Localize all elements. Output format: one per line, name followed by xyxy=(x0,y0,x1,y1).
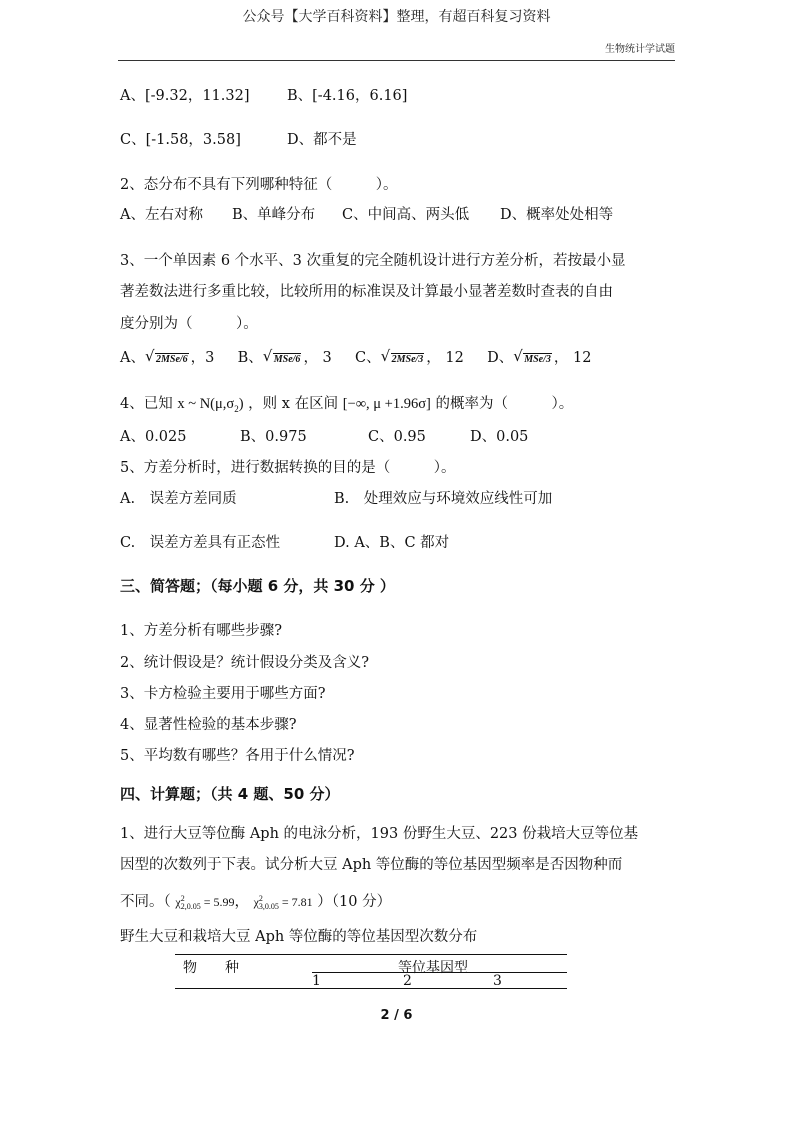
q3-option-b-df: ， 3 xyxy=(303,350,332,366)
table-header-bottom-rule xyxy=(175,988,567,989)
table-group-rule xyxy=(312,972,567,973)
q2-stem: 2、态分布不具有下列哪种特征（ ）。 xyxy=(120,177,398,193)
q4-option-b: B、0.975 xyxy=(240,429,307,445)
q2-option-d: D、概率处处相等 xyxy=(500,207,614,223)
q5-option-b: B. 处理效应与环境效应线性可加 xyxy=(334,491,553,507)
table-caption: 野生大豆和栽培大豆 Aph 等位酶的等位基因型次数分布 xyxy=(120,929,478,945)
q3-option-c-df: ， 12 xyxy=(426,350,464,366)
q3-stem-line2: 著差数法进行多重比较，比较所用的标准误及计算最小显著差数时查表的自由 xyxy=(120,284,613,300)
section3-item: 3、卡方检验主要用于哪些方面? xyxy=(120,686,326,702)
q4-option-c: C、0.95 xyxy=(368,429,426,445)
chi-square-3df xyxy=(253,894,313,912)
q3-option-a-label: A、 xyxy=(120,350,145,366)
section3-item: 1、方差分析有哪些步骤? xyxy=(120,623,282,639)
q1-option-c: C、[-1.58，3.58] xyxy=(120,132,241,148)
chi-value: = 5.99 xyxy=(200,895,235,909)
table-subheader-3: 3 xyxy=(493,973,502,989)
q3-options xyxy=(120,346,591,367)
table-header-genotype: 等位基因型 xyxy=(398,960,468,976)
section4-problem1-line3 xyxy=(120,890,391,911)
q3-option-b-label: B、 xyxy=(237,350,263,366)
document-title: 生物统计学试题 xyxy=(605,44,675,55)
section3-item: 2、统计假设是？统计假设分类及含义? xyxy=(120,655,369,671)
chi-sub: 3,0.05 xyxy=(258,902,279,912)
section4-problem1-line1: 1、进行大豆等位酶 Aph 的电泳分析，193 份野生大豆、223 份栽培大豆等位基 xyxy=(120,826,639,842)
q5-option-a: A. 误差方差同质 xyxy=(120,491,237,507)
chi-square-2df xyxy=(175,894,235,912)
watermark-header: 公众号【大学百科资料】整理，有超百科复习资料 xyxy=(242,9,551,25)
chi-sup: 2 xyxy=(258,894,263,904)
separator: ， xyxy=(234,894,249,910)
q3-option-d-label: D、 xyxy=(487,350,514,366)
section3-item: 4、显著性检验的基本步骤? xyxy=(120,717,297,733)
table-header-species: 物 种 xyxy=(183,960,239,976)
q4-distribution-main: x ~ N(μ,σ xyxy=(177,396,235,412)
chi-sub: 2,0.05 xyxy=(180,902,201,912)
q5-option-d: D. A、B、C 都对 xyxy=(334,535,450,551)
q1-option-b: B、[-4.16，6.16] xyxy=(287,88,408,104)
line3-post: ）（10 分） xyxy=(317,894,392,910)
q2-option-a: A、左右对称 xyxy=(120,207,203,223)
header-divider xyxy=(118,60,675,61)
q3-option-d-formula xyxy=(515,350,552,366)
q3-option-b-radicand: MSe/6 xyxy=(273,354,301,365)
table-top-rule xyxy=(175,954,567,955)
q3-option-d-df: ， 12 xyxy=(553,350,592,366)
page-number: 2 / 6 xyxy=(380,1008,413,1023)
q4-stem-post: 的概率为（ ）。 xyxy=(435,396,574,412)
table-subheader-1: 1 xyxy=(312,973,321,989)
section4-problem1-line2: 因型的次数列于下表。试分析大豆 Aph 等位酶的等位基因型频率是否因物种而 xyxy=(120,857,623,873)
q4-option-d: D、0.05 xyxy=(470,429,529,445)
section4-title: 四、计算题；（共 4 题、50 分） xyxy=(120,785,340,803)
chi-symbol: χ xyxy=(253,895,259,909)
chi-value: = 7.81 xyxy=(278,895,313,909)
q4-distribution-sub: 2 xyxy=(234,403,239,414)
table-subheader-2: 2 xyxy=(403,973,412,989)
chi-sup: 2 xyxy=(180,894,185,904)
q1-option-a: A、[-9.32，11.32] xyxy=(120,88,250,104)
q1-option-d: D、都不是 xyxy=(287,132,357,148)
q3-stem-line3: 度分别为（ ）。 xyxy=(120,316,258,332)
q2-option-c: C、中间高、两头低 xyxy=(342,207,470,223)
q3-option-d-radicand: MSe/3 xyxy=(524,354,551,365)
section3-title: 三、简答题；（每小题 6 分，共 30 分 ） xyxy=(120,577,395,595)
chi-symbol: χ xyxy=(175,895,181,909)
section3-item: 5、平均数有哪些？各用于什么情况? xyxy=(120,748,355,764)
line3-pre: 不同。（ xyxy=(120,894,171,910)
q5-option-c: C. 误差方差具有正态性 xyxy=(120,535,281,551)
q3-option-a-formula xyxy=(147,350,189,366)
q3-option-c-radicand: 2MSe/3 xyxy=(391,354,424,365)
q5-stem: 5、方差分析时，进行数据转换的目的是（ ）。 xyxy=(120,460,456,476)
q3-option-c-label: C、 xyxy=(355,350,381,366)
q4-option-a: A、0.025 xyxy=(120,429,187,445)
q4-stem-mid: ，则 x 在区间 xyxy=(248,396,339,412)
q3-option-a-df: ，3 xyxy=(190,350,215,366)
q4-distribution xyxy=(177,396,243,412)
q3-option-c-formula xyxy=(383,350,425,366)
q4-stem xyxy=(120,392,573,414)
q2-option-b: B、单峰分布 xyxy=(232,207,316,223)
q4-interval: [−∞, μ +1.96σ] xyxy=(342,396,431,412)
q4-stem-pre: 4、已知 xyxy=(120,396,173,412)
q3-option-b-formula xyxy=(265,350,302,366)
q4-distribution-end: ) xyxy=(238,396,244,412)
q3-option-a-radicand: 2MSe/6 xyxy=(155,354,188,365)
q3-stem-line1: 3、一个单因素 6 个水平、3 次重复的完全随机设计进行方差分析，若按最小显 xyxy=(120,253,626,269)
